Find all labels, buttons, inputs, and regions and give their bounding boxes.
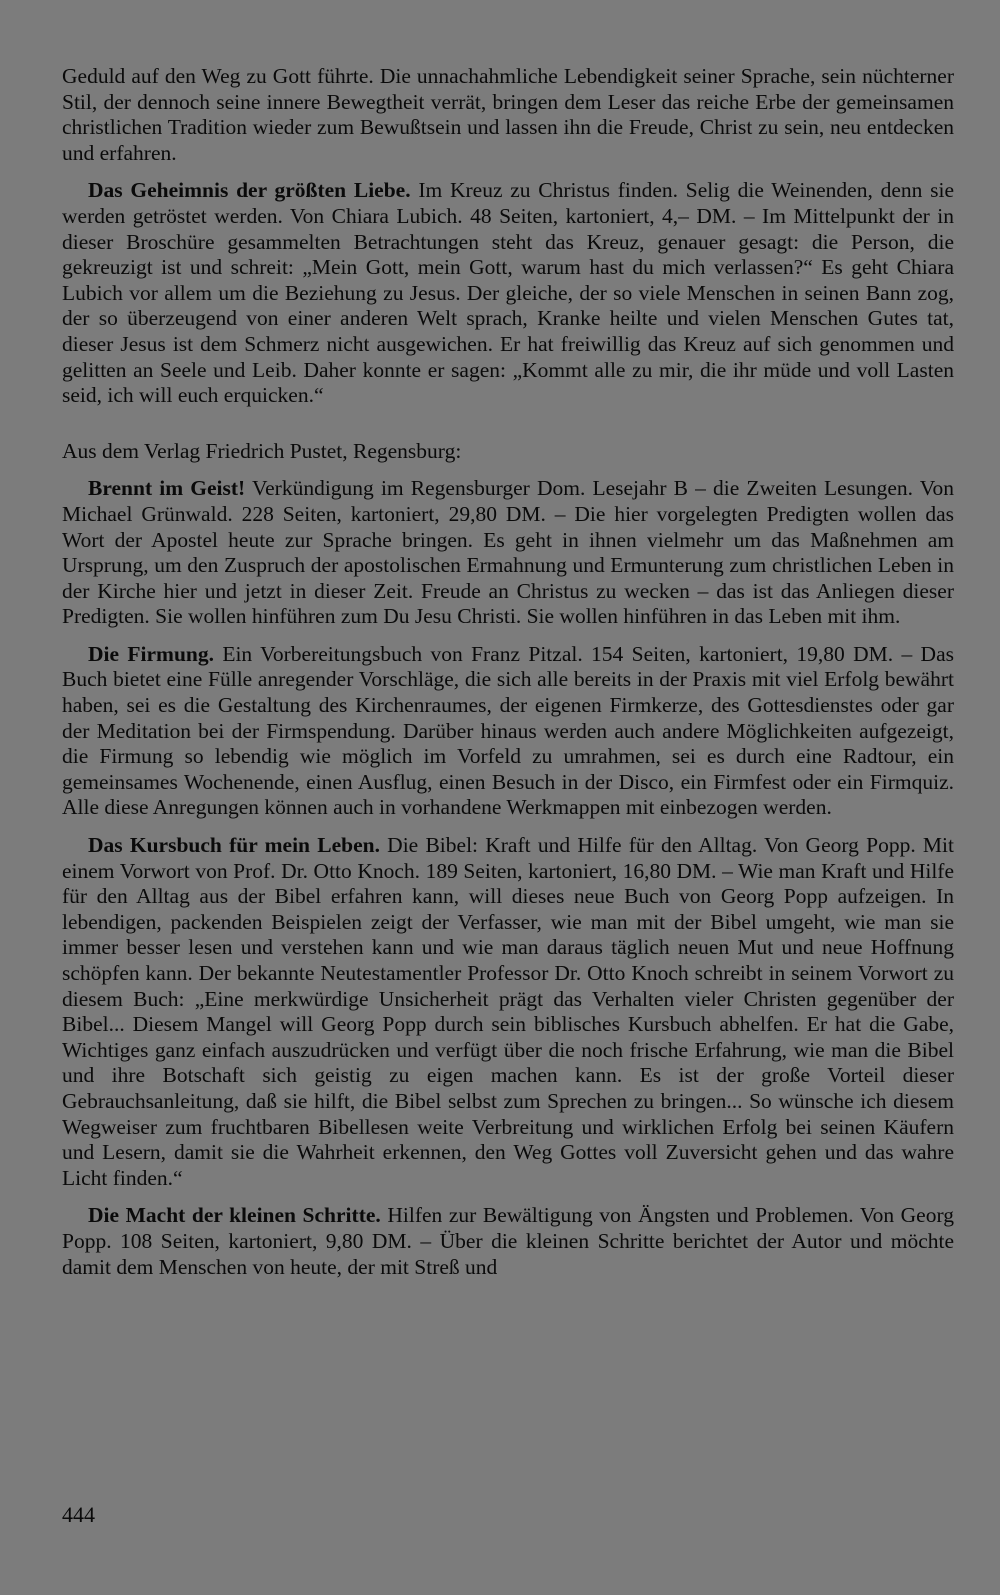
book-title: Das Kursbuch für mein Leben. bbox=[88, 833, 380, 858]
book-description: Die Bibel: Kraft und Hilfe für den Alltag. Von Georg Popp. Mit einem Vorwort von Prof. Dr. Otto Knoch. 189 Seiten, kartoniert, 16,80 DM. – Wie man Kraft und Hilfe für den Alltag aus der Bibel erfahren kann, will dieses neue Buch von Georg Popp aufzeigen. In lebendigen, packenden Beispielen zeigt der Verfasser, wie man mit der Bibel umgeht, wie man sie immer besser lesen und verstehen kann und wie man daraus täglich neuen Mut und neue Hoffnung schöpfen kann. Der bekannte Neutestamentler Professor Dr. Otto Knoch schreibt in seinem Vorwort zu diesem Buch: „Eine merkwürdige Unsicherheit prägt das Verhalten vieler Christen gegenüber der Bibel... Diesem Mangel will Georg Popp durch sein biblisches Kursbuch abhelfen. Er hat die Gabe, Wichtiges ganz einfach auszudrücken und verfügt über die noch frische Erfahrung, wie man die Bibel und ihre Botschaft sich geistig zu eigen machen kann. Es ist der große Vorteil dieser Gebrauchsanleitung, daß sie hilft, die Bibel selbst zum Sprechen zu bringen... So wünsche ich diesem Wegweiser zum fruchtbaren Bibellesen weite Verbreitung und wirklichen Erfolg bei seinen Käufern und Lesern, damit sie die Wahrheit erkennen, den Weg Gottes voll Zuversicht gehen und das wahre Licht finden.“ bbox=[62, 833, 954, 1190]
book-description: Hilfen zur Bewältigung von Ängsten und Problemen. Von Georg Popp. 108 Seiten, kartoniert, 9,80 DM. – Über die kleinen Schritte berichtet der Autor und möchte damit dem Menschen von heute, der mit Streß und bbox=[62, 1203, 954, 1279]
book-description: Im Kreuz zu Christus finden. Selig die Weinenden, denn sie werden getröstet werden. Von Chiara Lubich. 48 Seiten, kartoniert, 4,– DM. – Im Mittelpunkt der in dieser Broschüre gesammelten Betrachtungen steht das Kreuz, genauer gesagt: die Person, die gekreuzigt ist und schreit: „Mein Gott, mein Gott, warum hast du mich verlassen?“ Es geht Chiara Lubich vor allem um die Beziehung zu Jesus. Der gleiche, der so viele Menschen in seinen Bann zog, der so überzeugend von einer anderen Welt sprach, Kranke heilte und vielen Menschen Gutes tat, dieser Jesus ist dem Schmerz nicht ausgewichen. Er hat freiwillig das Kreuz auf sich genommen und gelitten an Seele und Leib. Daher konnte er sagen: „Kommt alle zu mir, die ihr müde und voll Lasten seid, ich will euch erquicken.“ bbox=[62, 178, 954, 408]
book-entry-firmung bbox=[62, 642, 954, 821]
book-entry-geheimnis bbox=[62, 178, 954, 408]
book-title: Brennt im Geist! bbox=[88, 476, 246, 501]
book-description: Ein Vorbereitungsbuch von Franz Pitzal. 154 Seiten, kartoniert, 19,80 DM. – Das Buch bietet eine Fülle anregender Vorschläge, die sich alle bereits in der Praxis mit viel Erfolg bewährt haben, sei es die Gestaltung des Kirchenraumes, der eigenen Firmkerze, des Gottesdienstes oder gar der Meditation bei der Firmspendung. Darüber hinaus werden auch andere Möglichkeiten aufgezeigt, die Firmung so lebendig wie möglich im Vorfeld zu umrahmen, sei es durch eine Radtour, ein gemeinsames Wochenende, einen Ausflug, einen Besuch in der Disco, ein Firmfest oder ein Firmquiz. Alle diese Anregungen können auch in vorhandene Werkmappen mit einbezogen werden. bbox=[62, 641, 954, 820]
book-entry-macht bbox=[62, 1203, 954, 1280]
intro-paragraph: Geduld auf den Weg zu Gott führte. Die unnachahmliche Lebendigkeit seiner Sprache, sein nüchterner Stil, der dennoch seine innere Bewegtheit verrät, bringen dem Leser das reiche Erbe der gemeinsamen christlichen Tradition wieder zum Bewußtsein und lassen ihn die Freude, Christ zu sein, neu entdecken und erfahren. bbox=[62, 64, 954, 165]
page-number: 444 bbox=[62, 1502, 95, 1527]
book-title: Die Firmung. bbox=[88, 641, 214, 666]
book-description: Verkündigung im Regensburger Dom. Lesejahr B – die Zweiten Lesungen. Von Michael Grünwald. 228 Seiten, kartoniert, 29,80 DM. – Die hier vorgelegten Predigten wollen das Wort der Apostel heute zur Sprache bringen. Es geht in ihnen vielmehr um das Maßnehmen am Ursprung, um den Zuspruch der apostolischen Ermahnung und Ermunterung zum christlichen Leben in der Kirche hier und jetzt in dieser Zeit. Freude an Christus zu wecken – das ist das Anliegen dieser Predigten. Sie wollen hinführen zum Du Jesu Christi. Sie wollen hinführen in das Leben mit ihm. bbox=[62, 476, 955, 629]
book-title: Die Macht der kleinen Schritte. bbox=[88, 1203, 381, 1228]
page-body bbox=[62, 64, 954, 1280]
book-entry-kursbuch bbox=[62, 833, 954, 1191]
book-title: Das Geheimnis der größten Liebe. bbox=[88, 178, 411, 203]
publisher-heading: Aus dem Verlag Friedrich Pustet, Regensburg: bbox=[62, 438, 462, 463]
book-entry-brennt bbox=[62, 476, 954, 630]
